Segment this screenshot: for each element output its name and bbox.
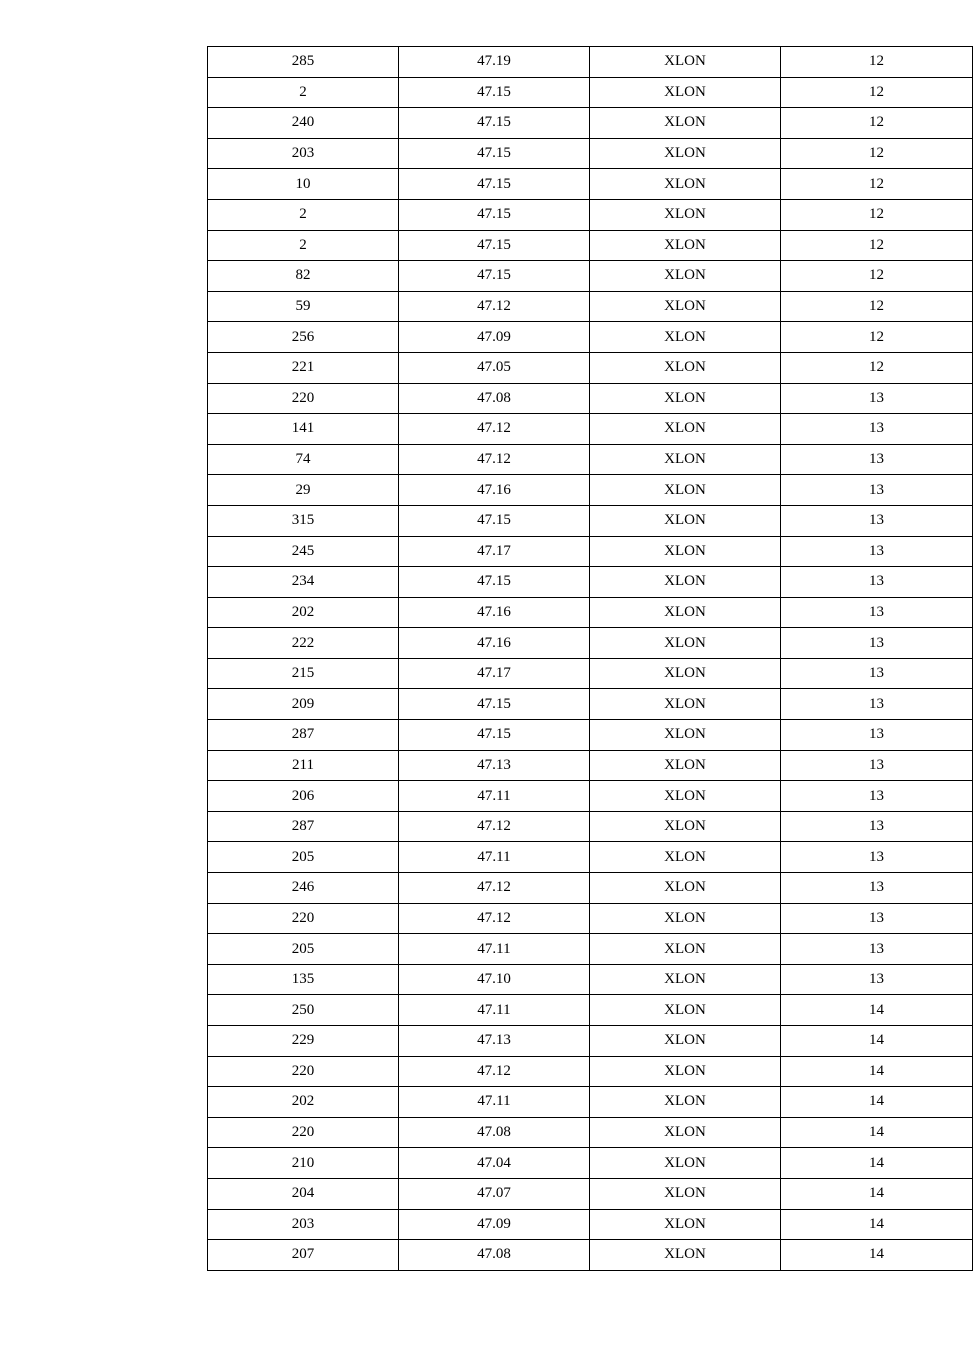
cell-venue: XLON <box>590 842 781 873</box>
cell-time: 12 <box>781 230 973 261</box>
cell-venue: XLON <box>590 352 781 383</box>
cell-time: 12 <box>781 352 973 383</box>
cell-quantity: 2 <box>208 77 399 108</box>
cell-price: 47.09 <box>399 1209 590 1240</box>
cell-price: 47.11 <box>399 1087 590 1118</box>
cell-quantity: 210 <box>208 1148 399 1179</box>
cell-time: 14 <box>781 1148 973 1179</box>
cell-venue: XLON <box>590 658 781 689</box>
cell-price: 47.10 <box>399 964 590 995</box>
cell-time: 12 <box>781 169 973 200</box>
table-row <box>208 322 973 353</box>
cell-quantity: 203 <box>208 138 399 169</box>
table-row <box>208 689 973 720</box>
cell-quantity: 211 <box>208 750 399 781</box>
cell-price: 47.11 <box>399 781 590 812</box>
cell-quantity: 141 <box>208 414 399 445</box>
cell-price: 47.09 <box>399 322 590 353</box>
cell-quantity: 135 <box>208 964 399 995</box>
cell-time: 13 <box>781 567 973 598</box>
cell-venue: XLON <box>590 444 781 475</box>
table-row <box>208 567 973 598</box>
cell-venue: XLON <box>590 1178 781 1209</box>
cell-quantity: 222 <box>208 628 399 659</box>
cell-price: 47.15 <box>399 138 590 169</box>
cell-venue: XLON <box>590 505 781 536</box>
cell-time: 13 <box>781 658 973 689</box>
cell-quantity: 205 <box>208 934 399 965</box>
table-row <box>208 811 973 842</box>
table-row <box>208 1117 973 1148</box>
cell-time: 12 <box>781 47 973 78</box>
trades-table-body <box>208 47 973 1271</box>
cell-time: 14 <box>781 995 973 1026</box>
cell-price: 47.12 <box>399 811 590 842</box>
cell-time: 12 <box>781 77 973 108</box>
cell-quantity: 234 <box>208 567 399 598</box>
table-row <box>208 138 973 169</box>
cell-quantity: 256 <box>208 322 399 353</box>
table-row <box>208 536 973 567</box>
cell-time: 13 <box>781 842 973 873</box>
cell-quantity: 245 <box>208 536 399 567</box>
table-row <box>208 750 973 781</box>
table-row <box>208 1056 973 1087</box>
cell-venue: XLON <box>590 903 781 934</box>
cell-time: 14 <box>781 1026 973 1057</box>
cell-venue: XLON <box>590 1026 781 1057</box>
table-row <box>208 1148 973 1179</box>
cell-price: 47.12 <box>399 873 590 904</box>
cell-price: 47.11 <box>399 842 590 873</box>
cell-quantity: 221 <box>208 352 399 383</box>
table-row <box>208 781 973 812</box>
cell-time: 13 <box>781 475 973 506</box>
cell-venue: XLON <box>590 934 781 965</box>
cell-venue: XLON <box>590 1148 781 1179</box>
cell-price: 47.11 <box>399 995 590 1026</box>
table-row <box>208 903 973 934</box>
table-row <box>208 720 973 751</box>
cell-venue: XLON <box>590 138 781 169</box>
cell-price: 47.08 <box>399 383 590 414</box>
cell-venue: XLON <box>590 1056 781 1087</box>
table-row <box>208 291 973 322</box>
cell-quantity: 250 <box>208 995 399 1026</box>
cell-venue: XLON <box>590 964 781 995</box>
cell-quantity: 204 <box>208 1178 399 1209</box>
cell-venue: XLON <box>590 781 781 812</box>
cell-quantity: 202 <box>208 1087 399 1118</box>
cell-time: 13 <box>781 720 973 751</box>
table-row <box>208 169 973 200</box>
cell-venue: XLON <box>590 1087 781 1118</box>
cell-price: 47.19 <box>399 47 590 78</box>
cell-quantity: 2 <box>208 199 399 230</box>
cell-venue: XLON <box>590 199 781 230</box>
table-row <box>208 1209 973 1240</box>
cell-price: 47.13 <box>399 1026 590 1057</box>
cell-time: 13 <box>781 536 973 567</box>
table-row <box>208 108 973 139</box>
cell-time: 13 <box>781 934 973 965</box>
cell-venue: XLON <box>590 720 781 751</box>
cell-quantity: 220 <box>208 1117 399 1148</box>
cell-price: 47.15 <box>399 77 590 108</box>
cell-time: 14 <box>781 1087 973 1118</box>
cell-quantity: 220 <box>208 383 399 414</box>
cell-quantity: 29 <box>208 475 399 506</box>
cell-time: 13 <box>781 903 973 934</box>
table-row <box>208 597 973 628</box>
cell-venue: XLON <box>590 77 781 108</box>
cell-venue: XLON <box>590 597 781 628</box>
cell-quantity: 203 <box>208 1209 399 1240</box>
table-row <box>208 230 973 261</box>
cell-venue: XLON <box>590 322 781 353</box>
cell-venue: XLON <box>590 750 781 781</box>
cell-quantity: 74 <box>208 444 399 475</box>
cell-time: 13 <box>781 505 973 536</box>
cell-time: 12 <box>781 291 973 322</box>
cell-time: 13 <box>781 964 973 995</box>
cell-venue: XLON <box>590 230 781 261</box>
cell-time: 14 <box>781 1056 973 1087</box>
cell-venue: XLON <box>590 628 781 659</box>
cell-time: 12 <box>781 322 973 353</box>
cell-price: 47.16 <box>399 628 590 659</box>
cell-time: 13 <box>781 873 973 904</box>
cell-quantity: 207 <box>208 1240 399 1271</box>
cell-venue: XLON <box>590 995 781 1026</box>
cell-time: 13 <box>781 414 973 445</box>
cell-time: 14 <box>781 1117 973 1148</box>
cell-quantity: 10 <box>208 169 399 200</box>
cell-quantity: 2 <box>208 230 399 261</box>
table-row <box>208 47 973 78</box>
table-row <box>208 658 973 689</box>
cell-price: 47.15 <box>399 199 590 230</box>
table-row <box>208 1087 973 1118</box>
cell-venue: XLON <box>590 169 781 200</box>
table-row <box>208 873 973 904</box>
table-row <box>208 1178 973 1209</box>
cell-quantity: 215 <box>208 658 399 689</box>
cell-price: 47.17 <box>399 536 590 567</box>
cell-quantity: 229 <box>208 1026 399 1057</box>
cell-price: 47.08 <box>399 1240 590 1271</box>
cell-price: 47.15 <box>399 505 590 536</box>
table-row <box>208 1026 973 1057</box>
cell-venue: XLON <box>590 873 781 904</box>
cell-time: 12 <box>781 108 973 139</box>
cell-time: 12 <box>781 261 973 292</box>
cell-quantity: 240 <box>208 108 399 139</box>
cell-price: 47.15 <box>399 169 590 200</box>
cell-quantity: 209 <box>208 689 399 720</box>
cell-time: 12 <box>781 199 973 230</box>
table-row <box>208 444 973 475</box>
cell-venue: XLON <box>590 291 781 322</box>
cell-price: 47.12 <box>399 444 590 475</box>
cell-price: 47.15 <box>399 567 590 598</box>
cell-quantity: 59 <box>208 291 399 322</box>
table-row <box>208 995 973 1026</box>
cell-price: 47.04 <box>399 1148 590 1179</box>
cell-quantity: 246 <box>208 873 399 904</box>
cell-price: 47.12 <box>399 1056 590 1087</box>
cell-price: 47.15 <box>399 230 590 261</box>
cell-quantity: 205 <box>208 842 399 873</box>
cell-venue: XLON <box>590 261 781 292</box>
cell-price: 47.07 <box>399 1178 590 1209</box>
table-row <box>208 964 973 995</box>
table-row <box>208 505 973 536</box>
cell-time: 13 <box>781 628 973 659</box>
cell-price: 47.08 <box>399 1117 590 1148</box>
cell-price: 47.15 <box>399 689 590 720</box>
cell-price: 47.05 <box>399 352 590 383</box>
cell-venue: XLON <box>590 414 781 445</box>
cell-venue: XLON <box>590 108 781 139</box>
cell-price: 47.13 <box>399 750 590 781</box>
cell-price: 47.16 <box>399 475 590 506</box>
table-viewport <box>207 46 884 1315</box>
table-row <box>208 77 973 108</box>
cell-venue: XLON <box>590 475 781 506</box>
cell-price: 47.12 <box>399 291 590 322</box>
cell-venue: XLON <box>590 536 781 567</box>
table-row <box>208 352 973 383</box>
cell-venue: XLON <box>590 811 781 842</box>
cell-venue: XLON <box>590 1209 781 1240</box>
table-row <box>208 199 973 230</box>
table-row <box>208 628 973 659</box>
cell-venue: XLON <box>590 689 781 720</box>
cell-quantity: 287 <box>208 811 399 842</box>
cell-venue: XLON <box>590 567 781 598</box>
table-row <box>208 383 973 414</box>
cell-time: 13 <box>781 444 973 475</box>
table-row <box>208 934 973 965</box>
cell-time: 14 <box>781 1178 973 1209</box>
cell-time: 14 <box>781 1240 973 1271</box>
cell-quantity: 285 <box>208 47 399 78</box>
cell-quantity: 287 <box>208 720 399 751</box>
cell-price: 47.17 <box>399 658 590 689</box>
cell-price: 47.15 <box>399 108 590 139</box>
table-row <box>208 414 973 445</box>
cell-price: 47.16 <box>399 597 590 628</box>
cell-venue: XLON <box>590 383 781 414</box>
trades-table <box>207 46 973 1271</box>
cell-venue: XLON <box>590 1240 781 1271</box>
cell-time: 13 <box>781 811 973 842</box>
cell-price: 47.15 <box>399 720 590 751</box>
cell-quantity: 220 <box>208 1056 399 1087</box>
cell-price: 47.11 <box>399 934 590 965</box>
table-row <box>208 261 973 292</box>
cell-time: 13 <box>781 750 973 781</box>
cell-time: 13 <box>781 597 973 628</box>
cell-quantity: 315 <box>208 505 399 536</box>
table-row <box>208 842 973 873</box>
cell-quantity: 220 <box>208 903 399 934</box>
cell-venue: XLON <box>590 1117 781 1148</box>
cell-price: 47.12 <box>399 414 590 445</box>
table-row <box>208 475 973 506</box>
cell-time: 13 <box>781 689 973 720</box>
cell-price: 47.15 <box>399 261 590 292</box>
cell-time: 12 <box>781 138 973 169</box>
cell-time: 13 <box>781 781 973 812</box>
cell-quantity: 202 <box>208 597 399 628</box>
cell-quantity: 206 <box>208 781 399 812</box>
cell-price: 47.12 <box>399 903 590 934</box>
cell-time: 13 <box>781 383 973 414</box>
cell-time: 14 <box>781 1209 973 1240</box>
table-row <box>208 1240 973 1271</box>
cell-venue: XLON <box>590 47 781 78</box>
cell-quantity: 82 <box>208 261 399 292</box>
